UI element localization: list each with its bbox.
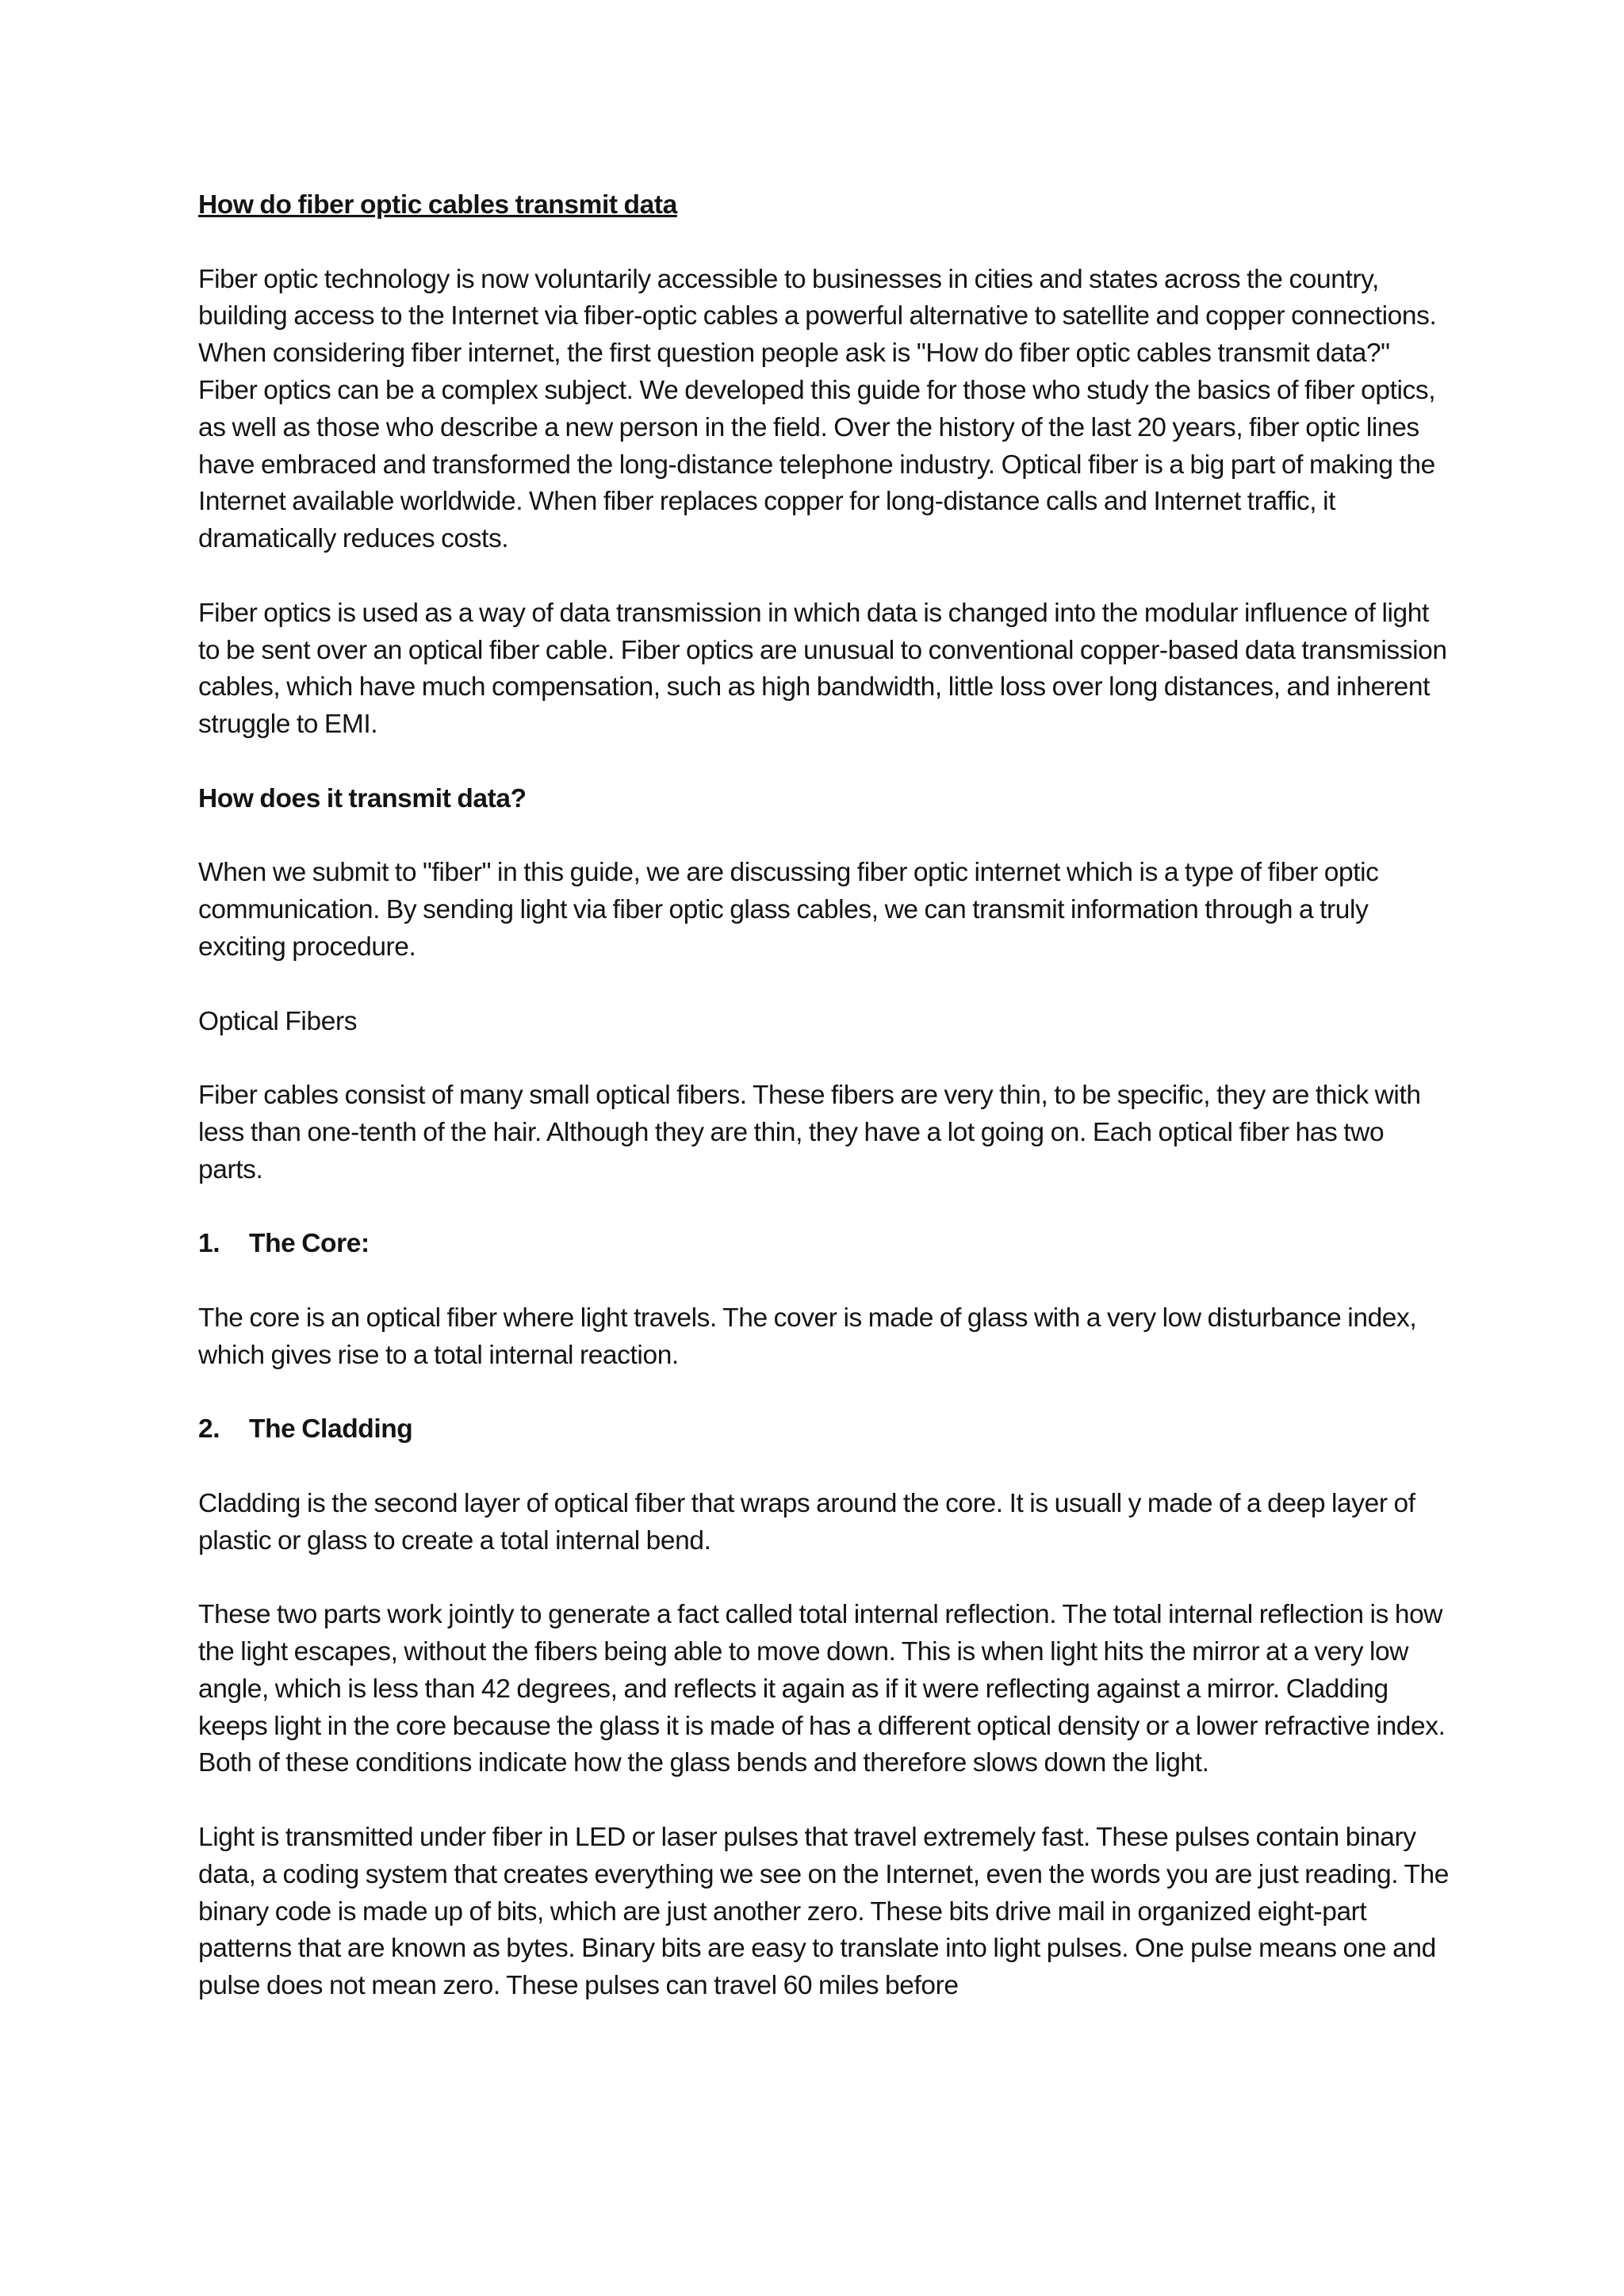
core-heading-label: The Core:: [249, 1229, 370, 1259]
document-title: How do fiber optic cables transmit data: [198, 190, 677, 220]
document-page: [198, 187, 1451, 2005]
definition-paragraph: Fiber optics is used as a way of data transmission in which data is changed into the modular influence of light to be sent over an optical fiber cable. Fiber optics are unusual to conventional copper-based data transmission cables, which have much compensation, such as high bandwidth, little loss over long distances, and inherent struggle to EMI.: [198, 598, 1447, 740]
cladding-heading-label: The Cladding: [249, 1414, 413, 1445]
intro-paragraph: Fiber optic technology is now voluntarily accessible to businesses in cities and states across the country, building access to the Internet via fiber-optic cables a powerful alternative to satellite and copper connections. When considering fiber internet, the first question people ask is "How do fiber optic cables transmit data?" Fiber optics can be a complex subject. We developed this guide for those who study the basics of fiber optics, as well as those who describe a new person in the field. Over the history of the last 20 years, fiber optic lines have embraced and transformed the long-distance telephone industry. Optical fiber is a big part of making the Internet available worldwide. When fiber replaces copper for long-distance calls and Internet traffic, it dramatically reduces costs.: [198, 264, 1437, 554]
cladding-heading-number: 2.: [198, 1414, 220, 1445]
optical-fibers-heading: Optical Fibers: [198, 1006, 358, 1036]
how-intro-paragraph: When we submit to "fiber" in this guide, we are discussing fiber optic internet which is a type of fiber optic communication. By sending light via fiber optic glass cables, we can transmit information through a truly exciting procedure.: [198, 858, 1379, 962]
core-paragraph: The core is an optical fiber where light travels. The cover is made of glass with a very low disturbance index, which gives rise to a total internal reaction.: [198, 1303, 1417, 1370]
core-heading-number: 1.: [198, 1229, 220, 1259]
reflection-paragraph: These two parts work jointly to generate a fact called total internal reflection. The total internal reflection is how the light escapes, without the fibers being able to move down. This is when light hits the mirror at a very low angle, which is less than 42 degrees, and reflects it again as if it were reflecting against a mirror. Cladding keeps light in the core because the glass it is made of has a different optical density or a lower refractive index. Both of these conditions indicate how the glass bends and therefore slows down the light.: [198, 1600, 1446, 1778]
cladding-paragraph: Cladding is the second layer of optical fiber that wraps around the core. It is usuall y made of a deep layer of plastic or glass to create a total internal bend.: [198, 1488, 1415, 1556]
cladding-heading: [198, 1411, 1451, 1448]
pulses-paragraph: Light is transmitted under fiber in LED or laser pulses that travel extremely fast. These pulses contain binary data, a coding system that creates everything we see on the Internet, even the words you are just reading. The binary code is made up of bits, which are just another zero. These bits drive mail in organized eight-part patterns that are known as bytes. Binary bits are easy to translate into light pulses. One pulse means one and pulse does not mean zero. These pulses can travel 60 miles before: [198, 1823, 1449, 2001]
fibers-paragraph: Fiber cables consist of many small optical fibers. These fibers are very thin, to be specific, they are thick with less than one-tenth of the hair. Although they are thin, they have a lot going on. Each optical fiber has two parts.: [198, 1081, 1421, 1184]
core-heading: [198, 1226, 1451, 1263]
how-transmit-heading: How does it transmit data?: [198, 783, 527, 813]
